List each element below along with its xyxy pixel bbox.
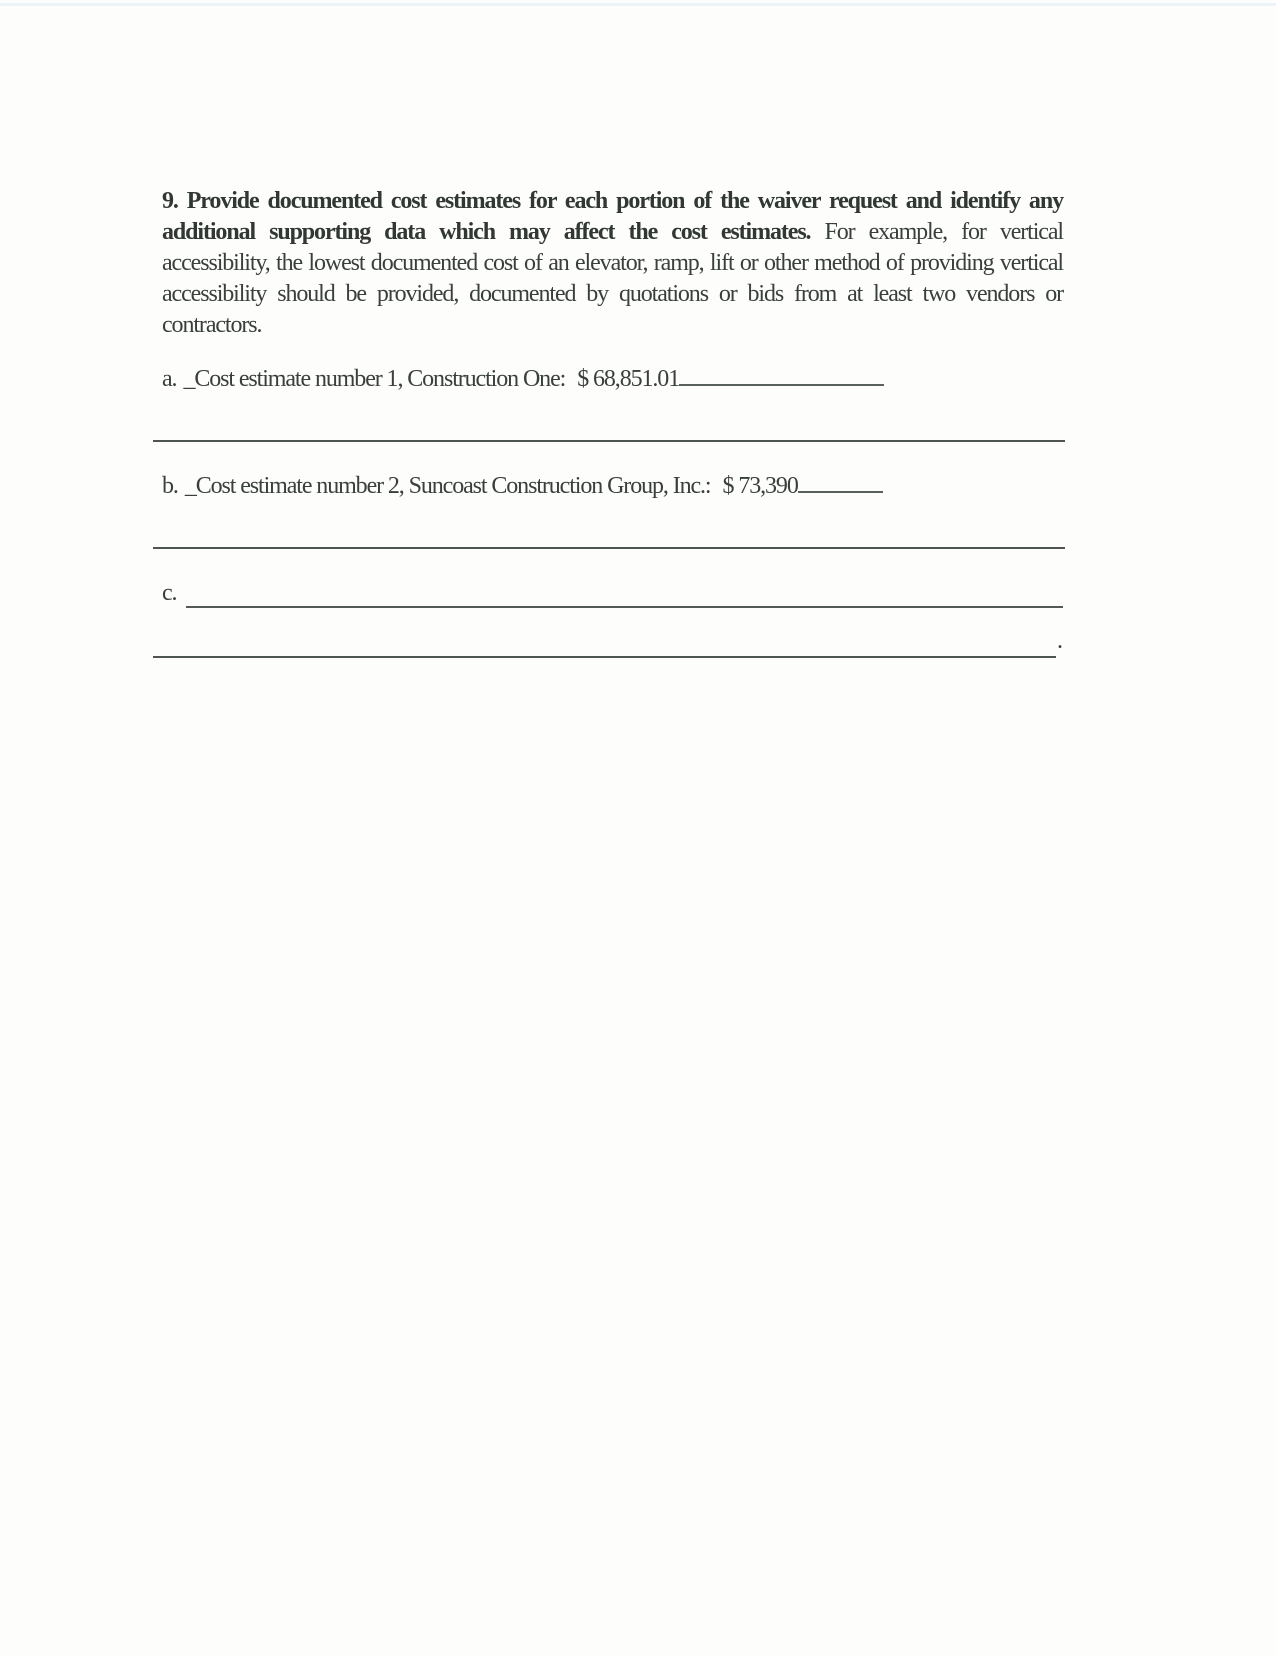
item-a-amount: $ 68,851.01 [577,366,680,392]
answer-rule-bottom [153,656,1056,658]
item-a-description: _Cost estimate number 1, Construction One: [183,366,566,392]
answer-rule-under-b [153,547,1065,549]
cost-estimate-row-b [162,465,883,501]
question-9-regular-text: For example, for vertical accessibility, the lowest documented cost of an elevator, ramp, lift or other method of providing vertical accessibility should be provided, documented by quotations or bids from at least two vendors or contractors. [162,219,1063,338]
scanner-edge-artifact [0,3,1276,6]
question-9-bold-text: 9. Provide documented cost estimates for each portion of the waiver request and identify any additional supporting data which may affect the cost estimates. [162,188,1063,245]
trailing-period: . [1057,628,1063,654]
cost-estimate-row-a [162,358,884,394]
item-c-marker: c. [162,580,177,606]
cost-estimate-row-c [162,578,1063,608]
item-b-amount: $ 73,390 [722,473,798,499]
item-a-blank-line [679,358,884,386]
answer-rule-under-a [153,440,1065,442]
item-a-marker: a. [162,366,177,392]
item-b-marker: b. [162,473,178,499]
question-9-paragraph [162,186,1063,341]
item-c-blank-line [186,580,1063,608]
item-b-description: _Cost estimate number 2, Suncoast Construction Group, Inc.: [184,473,711,499]
item-b-blank-line [798,465,883,493]
